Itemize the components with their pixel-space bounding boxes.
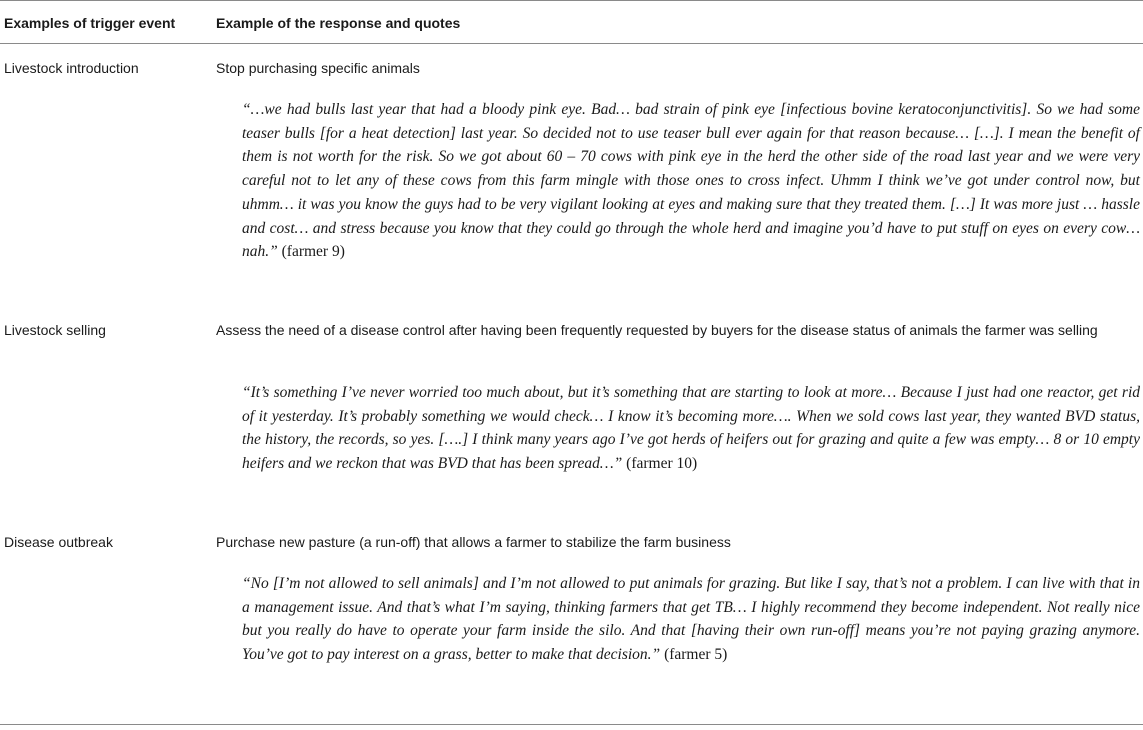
row-1-quote-text: “…we had bulls last year that had a bloody pink eye. Bad… bad strain of pink eye [infectious bovine keratoconjunctivitis]. So we had some teaser bulls [for a heat detection] last year. So decided not to use teaser bull ever again for that reason because… […]. I mean the benefit of them is not worth for the risk. So we got about 60 – 70 cows with pink eye in the herd the other side of the road last year and we were very careful not to let any of these cows from this farm mingle with those ones to cross infect. Uhmm I think we’ve got under control now, but uhmm… it was you know the guys had to be very vigilant looking at eyes and making sure that they treated them. […] It was more just … hassle and cost… and stress because you know that they could go through the whole herd and imagine you’d have to put stuff on eyes on every cow… nah.”	[242, 101, 1140, 261]
row-2-quote-text: “It’s something I’ve never worried too much about, but it’s something that are starting to look at more… Because I just had one reactor, get rid of it yesterday. It’s probably something we would check… I know it’s becoming more…. When we sold cows last year, they wanted BVD status, the history, the records, so yes. [….] I think many years ago I’ve got herds of heifers out for grazing and quite a few was empty… 8 or 10 empty heifers and we reckon that was BVD that has been spread…”	[242, 384, 1140, 473]
row-3-quote-text: “No [I’m not allowed to sell animals] and I’m not allowed to put animals for grazing. But like I say, that’s not a problem. I can live with that in a management issue. And that’s what I’m saying, thinking farmers that get TB… I highly recommend they become independent. Not really nice but you really do have to operate your farm inside the silo. And that [having their own run-off] means you’re not paying grazing anymore. You’ve got to pay interest on a grass, better to make that decision.”	[242, 575, 1140, 664]
row-3-quote	[242, 572, 1140, 667]
row-2-trigger: Livestock selling	[4, 322, 106, 338]
top-rule	[0, 0, 1143, 1]
row-2-quote-source: (farmer 10)	[626, 455, 698, 473]
row-1-trigger: Livestock introduction	[4, 60, 139, 76]
header-response-quotes: Example of the response and quotes	[216, 15, 461, 31]
row-3-response: Purchase new pasture (a run-off) that allows a farmer to stabilize the farm business	[216, 534, 731, 550]
row-1-quote	[242, 98, 1140, 264]
row-3-quote-source: (farmer 5)	[664, 646, 728, 664]
row-1-response: Stop purchasing specific animals	[216, 60, 420, 76]
row-1-quote-source: (farmer 9)	[281, 243, 345, 261]
row-2-quote	[242, 381, 1140, 476]
row-2-response: Assess the need of a disease control after having been frequently requested by buyers for the disease status of animals the farmer was selling	[216, 322, 1098, 338]
header-trigger-event: Examples of trigger event	[4, 15, 176, 31]
bottom-rule	[0, 724, 1143, 725]
header-rule	[0, 43, 1143, 44]
row-3-trigger: Disease outbreak	[4, 534, 113, 550]
